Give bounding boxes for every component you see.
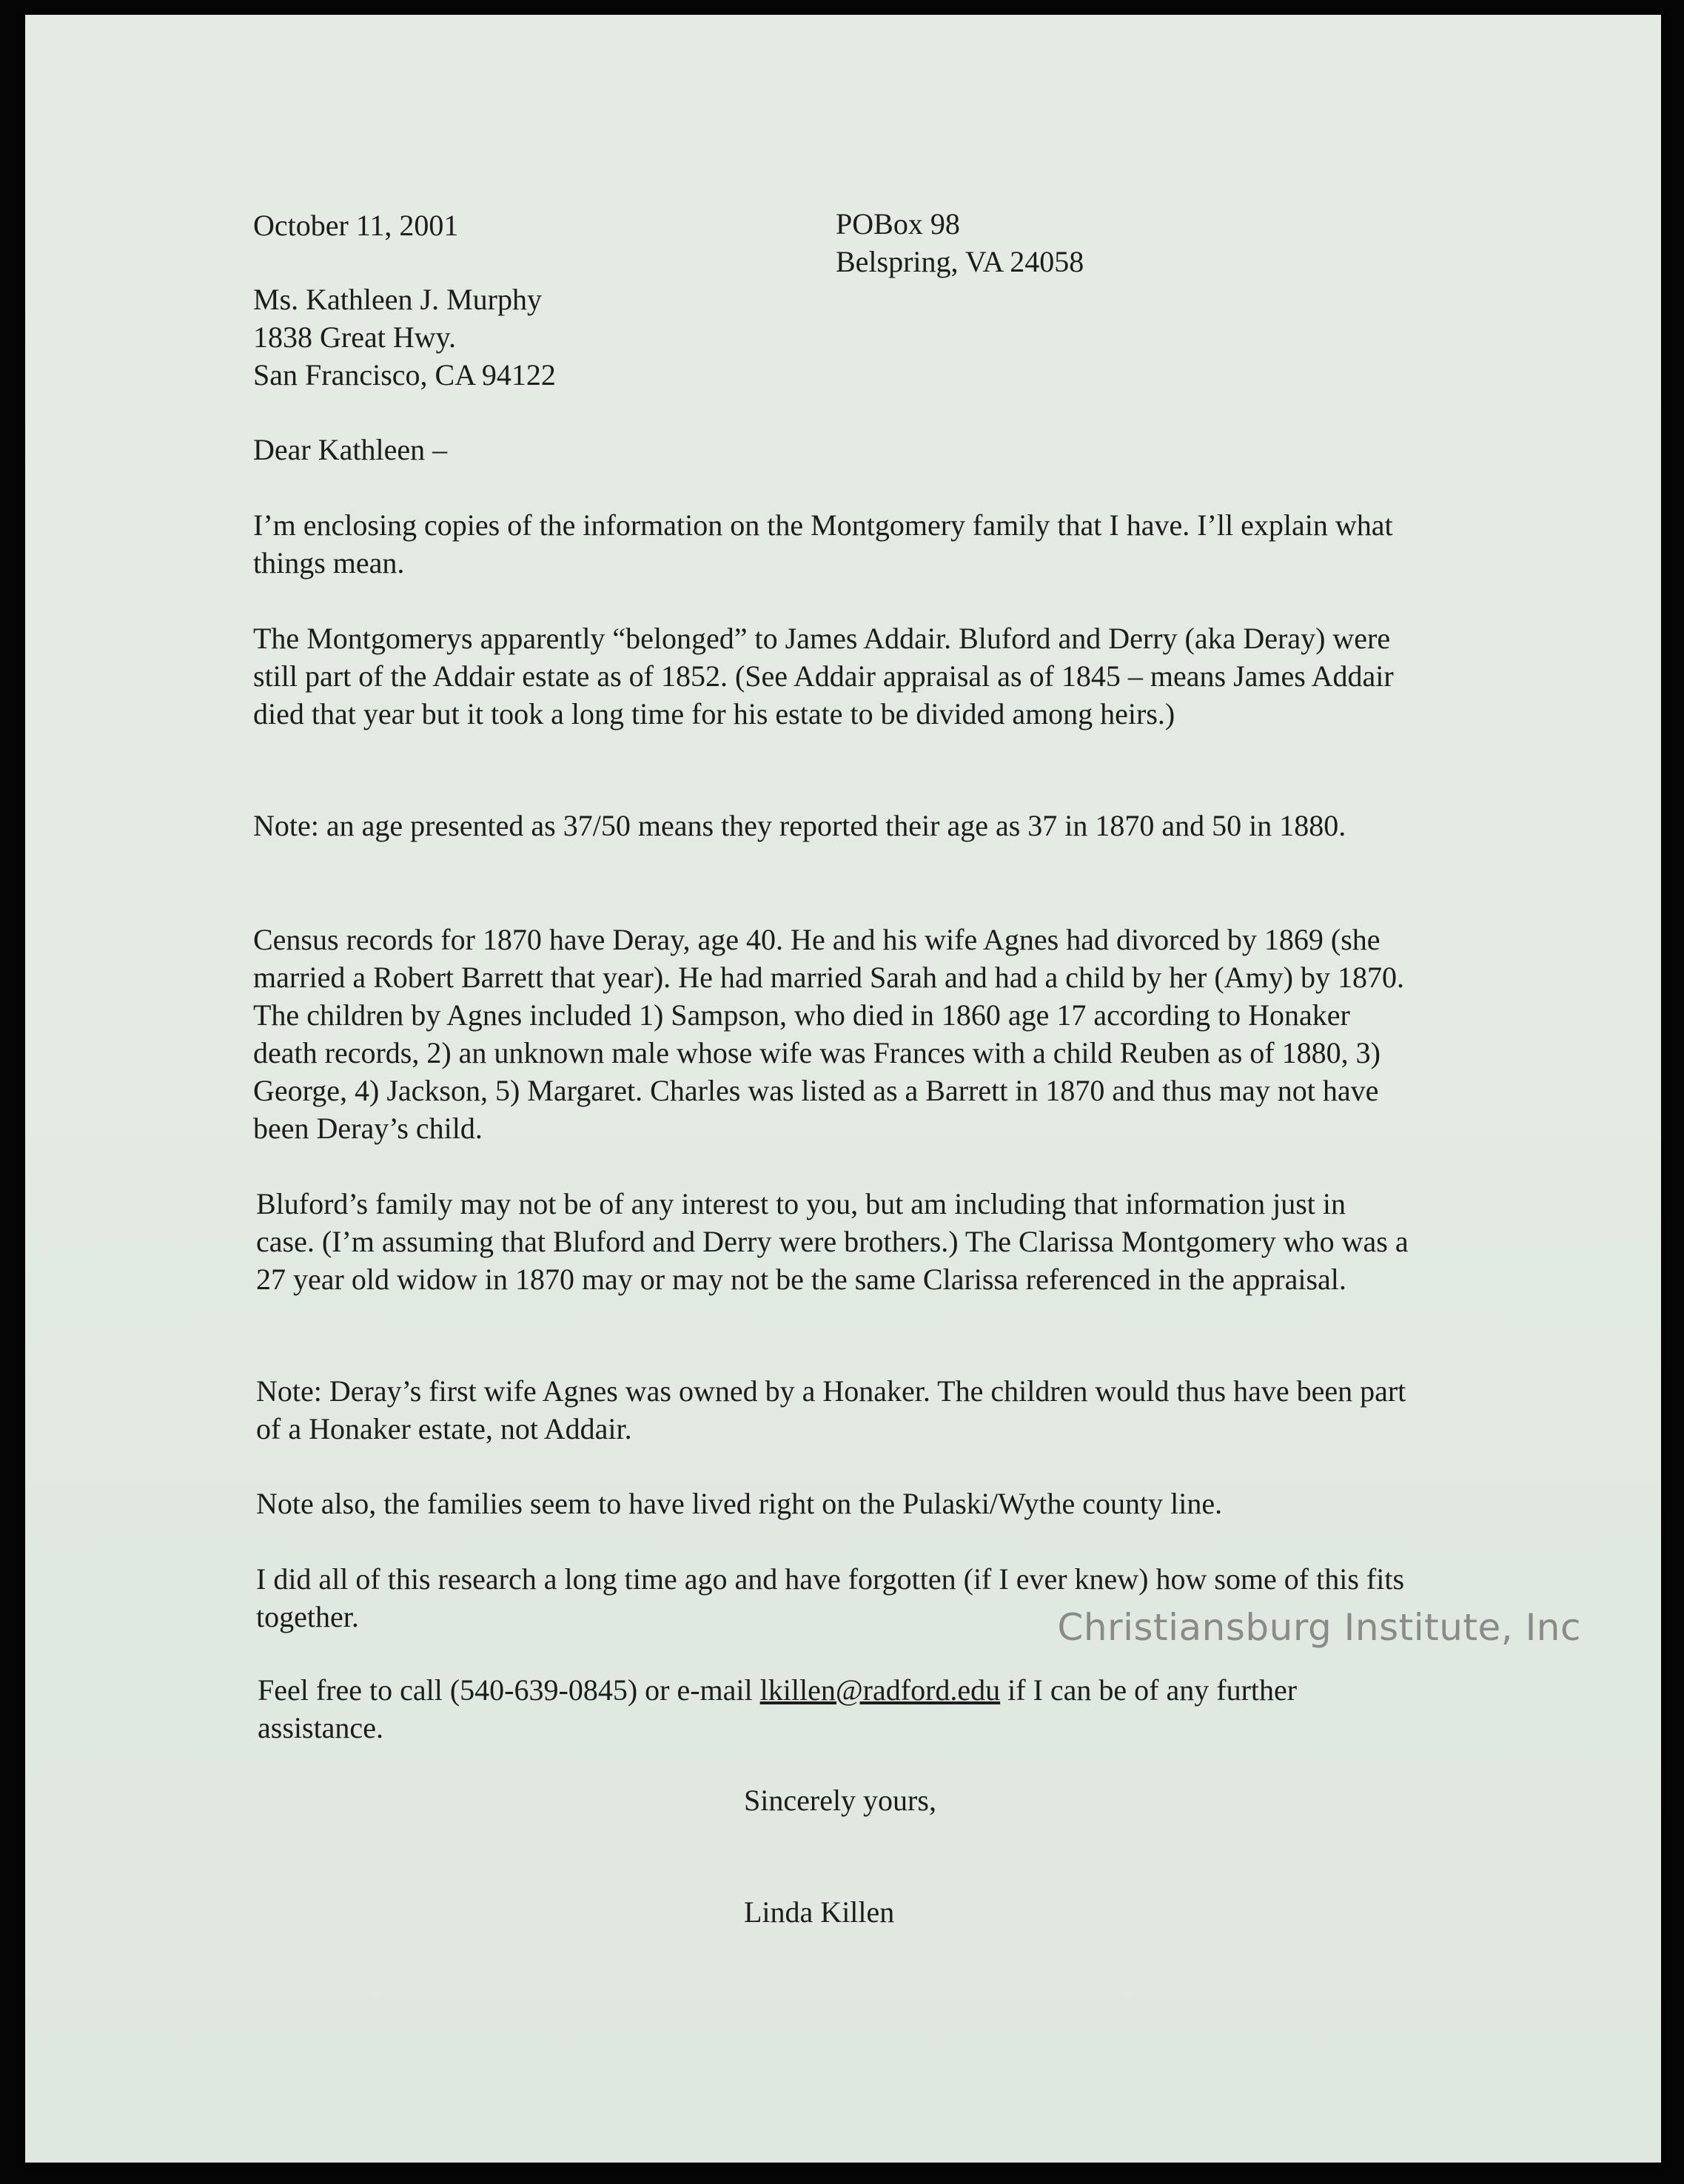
closing: Sincerely yours, — [744, 1784, 936, 1817]
contact-text-after: if I can be of any further assistance. — [258, 1673, 1298, 1744]
letter-page — [25, 15, 1661, 2163]
contact-text-before: Feel free to call (540-639-0845) or e-mail — [258, 1673, 760, 1707]
sender-address-line2: Belspring, VA 24058 — [836, 245, 1084, 278]
body-paragraph-3: Note: an age presented as 37/50 means they reported their age as 37 in 1870 and 50 in 1880. — [253, 809, 1346, 842]
salutation: Dear Kathleen – — [253, 433, 448, 466]
signature-name: Linda Killen — [744, 1895, 895, 1929]
body-paragraph-1: I’m enclosing copies of the information on the Montgomery family that I have. I’ll explain what things mean. — [253, 508, 1393, 579]
contact-paragraph — [258, 1671, 1412, 1747]
body-paragraph-6: Note: Deray’s first wife Agnes was owned by a Honaker. The children would thus have been part of a Honaker estate, not Addair. — [256, 1374, 1406, 1445]
letter-date: October 11, 2001 — [253, 209, 459, 242]
body-paragraph-8: I did all of this research a long time ago and have forgotten (if I ever knew) how some of this fits together. — [256, 1562, 1405, 1633]
body-paragraph-7: Note also, the families seem to have lived right on the Pulaski/Wythe county line. — [256, 1487, 1223, 1520]
body-paragraph-2: The Montgomerys apparently “belonged” to James Addair. Bluford and Derry (aka Deray) were still part of the Addair estate as of 1852. (See Addair appraisal as of 1845 – means James Addair died that year but it took a long time for his estate to be divided among heirs.) — [253, 622, 1394, 730]
body-paragraph-5: Bluford’s family may not be of any interest to you, but am including that information just in case. (I’m assuming that Bluford and Derry were brothers.) The Clarissa Montgomery who was a 27 year old widow in 1870 may or may not be the same Clarissa referenced in the appraisal. — [256, 1187, 1409, 1296]
email-link[interactable]: lkillen@radford.edu — [759, 1673, 1001, 1707]
sender-address-line1: POBox 98 — [836, 207, 960, 241]
recipient-city: San Francisco, CA 94122 — [253, 358, 556, 392]
recipient-street: 1838 Great Hwy. — [253, 320, 457, 354]
recipient-name: Ms. Kathleen J. Murphy — [253, 283, 542, 316]
body-paragraph-4: Census records for 1870 have Deray, age 40. He and his wife Agnes had divorced by 1869 (she married a Robert Barrett that year). He had married Sarah and had a child by her (Amy) by 1870. The children by Agnes included 1) Sampson, who died in 1860 age 17 according to Honaker death records, 2) an unknown male whose wife was Frances with a child Reuben as of 1880, 3) George, 4) Jackson, 5) Margaret. Charles was listed as a Barrett in 1870 and thus may not have been Deray’s child. — [253, 923, 1404, 1145]
watermark: Christiansburg Institute, Inc — [1057, 1606, 1581, 1649]
